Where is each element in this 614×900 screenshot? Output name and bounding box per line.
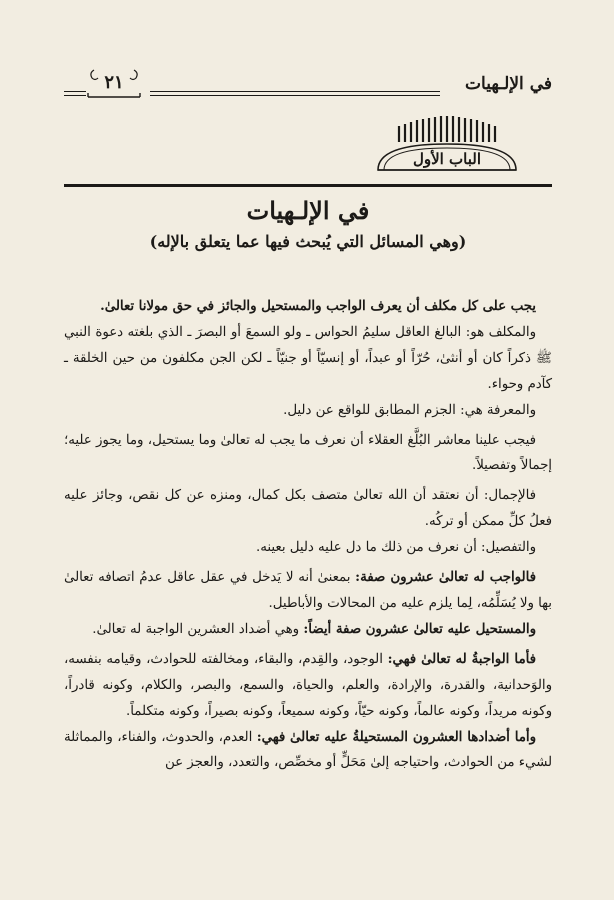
- paragraph: [64, 320, 552, 398]
- paragraph-lead: والمستحيل عليه تعالىٰ عشرون صفة أيضاً:: [303, 621, 536, 637]
- header-rule-left-bottom: [64, 95, 86, 96]
- paragraph: [64, 428, 552, 480]
- header-rule-bottom: [150, 95, 440, 96]
- paragraph-lead: فالواجب له تعالىٰ عشرون صفة:: [355, 570, 537, 586]
- chapter-title: في الإلـهيات: [246, 196, 370, 225]
- paragraph: [64, 647, 552, 725]
- badge-ornament-icon: [372, 112, 522, 184]
- paragraph-text: وهي أضداد العشرين الواجبة له تعالىٰ.: [92, 621, 304, 637]
- paragraph-text: والمعرفة هي: الجزم المطابق للواقع عن دليل.: [283, 402, 536, 418]
- paragraph: [64, 565, 552, 617]
- paragraph-lead: فأما الواجبةُ له تعالىٰ فهي:: [387, 651, 536, 667]
- header-rule-top: [150, 91, 440, 92]
- paragraph: [64, 294, 552, 320]
- chapter-badge: [372, 112, 522, 184]
- paragraph: [64, 398, 552, 424]
- paragraph-text: الوجود، والقِدم، والبقاء، ومخالفته للحوادث، وقيامه بنفسه، والوَحدانية، والقدرة، والإرادة، والعلم، والحياة، والسمع، والبصر، والكلام، وكونه قادراً، وكونه مريداً، وكونه عالماً، وكونه حيّاً، وكونه سميعاً، وكونه بصيراً، وكونه متكلماً.: [64, 651, 552, 719]
- section-divider: [64, 184, 552, 187]
- paragraph-text: العدم، والحدوث، والفناء، والمماثلة لشيء من الحوادث، واحتياجه إلىٰ مَحَلٍّ أو مخصِّص، والتعدد، والعجز عن: [64, 729, 552, 771]
- paragraph: [64, 725, 552, 777]
- paragraph-text: بمعنىٰ أنه لا يَدخل في عقل عاقل عدمُ اتصافه تعالىٰ بها ولا يُسَلِّمُه، لِما يلزم عليه من المحالات والأباطيل.: [64, 570, 552, 611]
- paragraph-text: والتفصيل: أن نعرف من ذلك ما دل عليه دليل بعينه.: [256, 540, 536, 556]
- chapter-subtitle: (وهي المسائل التي يُبحث فيها عما يتعلق بالإله): [149, 232, 467, 251]
- running-header: [64, 62, 552, 102]
- page-number: ٢١: [104, 72, 124, 93]
- page-number-frame: [86, 66, 142, 96]
- paragraph-lead: يجب على كل مكلف أن يعرف الواجب والمستحيل والجائز في حق مولانا تعالىٰ.: [100, 299, 536, 314]
- paragraph: [64, 617, 552, 643]
- chapter-label: الباب الأول: [412, 150, 482, 168]
- paragraph-text: والمكلف هو: البالغ العاقل سليمُ الحواس ـ ولو السمعَ أو البصرَ ـ الذي بلغته دعوة النبي ﷺ ذكراً كان أو أنثىٰ، حُرّاً أو عبداً، أو إنسيّاً أو جنيّاً ـ لكن الجن مكلفون من حين الخلقة ـ كآدم وحواء.: [64, 324, 552, 392]
- paragraph: [64, 483, 552, 535]
- paragraph-lead: وأما أضدادها العشرون المستحيلةُ عليه تعالىٰ فهي:: [256, 729, 536, 745]
- paragraph: [64, 535, 552, 561]
- body-text: [64, 294, 552, 776]
- paragraph-text: فيجب علينا معاشر البُلَّغ العقلاء أن نعرف ما يجب له تعالىٰ وما يستحيل، وما يجوز عليه؛ إجمالاً وتفصيلاً.: [64, 432, 552, 474]
- running-title: في الإلـهيات: [465, 74, 552, 94]
- paragraph-text: فالإجمال: أن نعتقد أن الله تعالىٰ متصف بكل كمال، ومنزه عن كل نقص، وجائز عليه فعلُ كلِّ ممكن أو تركُه.: [64, 488, 552, 530]
- header-rule-left-top: [64, 91, 86, 92]
